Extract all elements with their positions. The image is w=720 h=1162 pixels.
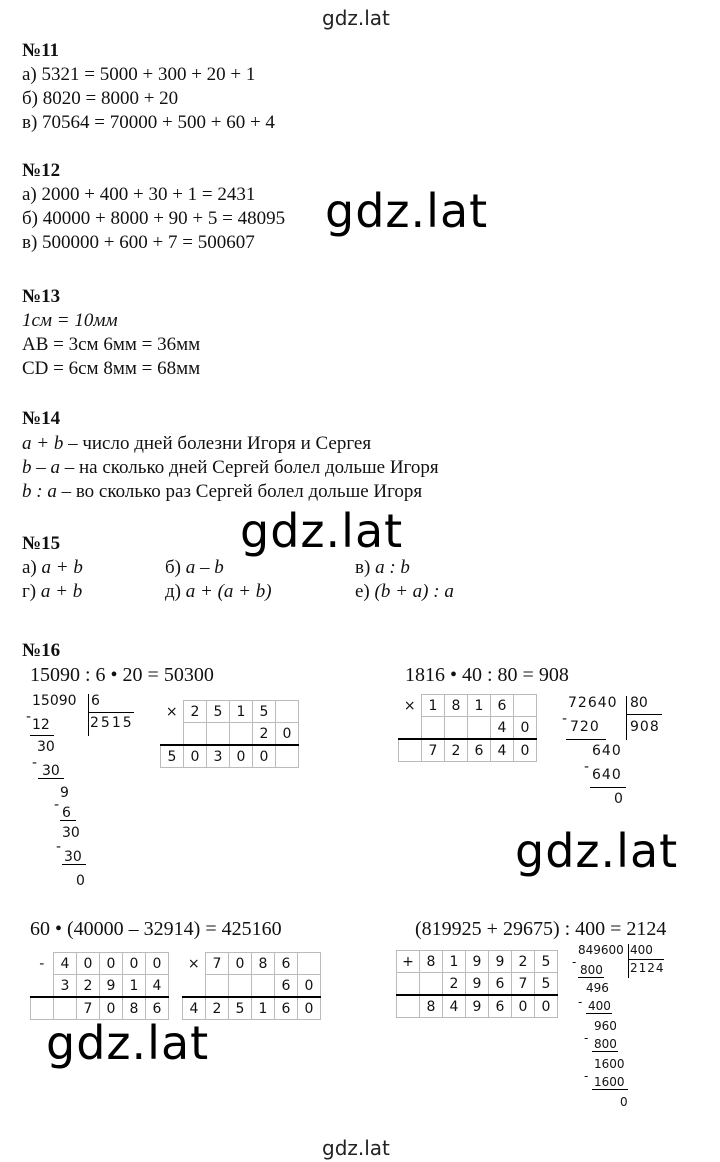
cell: 5	[229, 997, 252, 1020]
cell: 0	[230, 745, 253, 768]
cell	[298, 953, 321, 975]
cell: 5	[161, 745, 184, 768]
cell: 2	[512, 951, 535, 973]
task-14-text-2: – на сколько дней Сергей болел дольше Игоря	[60, 457, 439, 478]
cell: 9	[466, 995, 489, 1018]
step: 0	[76, 873, 85, 889]
cell: 9	[466, 951, 489, 973]
cell	[468, 717, 491, 740]
cell: 1	[443, 951, 466, 973]
minus-sign: -	[32, 755, 38, 771]
multiply-sign: ×	[403, 697, 416, 714]
cell: 7	[422, 739, 445, 762]
cell: 5	[535, 951, 558, 973]
cell: 0	[276, 723, 299, 746]
underline	[592, 1089, 628, 1090]
divisor: 6	[91, 693, 100, 709]
item-label: е)	[355, 581, 375, 602]
item-label: г)	[22, 581, 41, 602]
minus-sign: -	[578, 995, 583, 1009]
dividend: 15090	[32, 693, 77, 709]
underline	[566, 739, 606, 740]
cell	[276, 701, 299, 723]
column-multiplication-2	[398, 694, 537, 762]
cell	[184, 723, 207, 746]
cell: 7	[77, 997, 100, 1020]
quotient: 2124	[630, 961, 665, 975]
cell: 4	[491, 739, 514, 762]
cell	[276, 745, 299, 768]
site-header-text: gdz.lat	[322, 6, 390, 30]
minus-sign: -	[584, 1031, 589, 1045]
cell: 4	[491, 717, 514, 740]
cell: 9	[489, 951, 512, 973]
underline	[60, 820, 76, 821]
cell: 0	[146, 953, 169, 975]
cell: 6	[489, 973, 512, 996]
task-16-equation-2: 1816 • 40 : 80 = 908	[405, 664, 569, 686]
item-expr: (b + a) : a	[374, 581, 454, 602]
step: 30	[64, 849, 82, 865]
dividend: 849600	[578, 943, 624, 957]
item-label: д)	[165, 581, 186, 602]
cell: 7	[206, 953, 229, 975]
cell: 0	[253, 745, 276, 768]
task-14-line-1	[22, 432, 371, 456]
task-12-line-a: а) 2000 + 400 + 30 + 1 = 2431	[22, 184, 256, 205]
step: 960	[594, 1019, 617, 1033]
task-16-title: №16	[22, 640, 61, 661]
division-bar	[626, 696, 627, 740]
step: 0	[620, 1095, 628, 1109]
minus-sign: -	[26, 709, 32, 725]
task-14-expr-3: b : a	[22, 481, 57, 502]
minus-sign: -	[54, 797, 60, 813]
divisor: 80	[630, 695, 648, 711]
cell: 9	[100, 975, 123, 998]
step: 1600	[594, 1075, 625, 1089]
quotient: 908	[630, 719, 660, 735]
underline	[30, 735, 54, 736]
underline	[62, 864, 86, 865]
task-14-expr-1: a + b	[22, 433, 64, 454]
step: 400	[588, 999, 611, 1013]
division-line	[88, 712, 134, 713]
task-11-line-a: а) 5321 = 5000 + 300 + 20 + 1	[22, 64, 256, 85]
cell	[252, 975, 275, 998]
watermark-3: gdz.lat	[515, 824, 679, 878]
cell: 1	[468, 695, 491, 717]
task-12-title: №12	[22, 160, 61, 181]
task-15-item-f	[355, 580, 454, 604]
cell	[445, 717, 468, 740]
watermark-1: gdz.lat	[325, 184, 489, 238]
column-multiplication-3	[182, 952, 321, 1020]
division-bar	[88, 694, 89, 736]
item-label: а)	[22, 557, 42, 578]
cell	[206, 975, 229, 998]
cell	[397, 995, 420, 1018]
cell: 2	[445, 739, 468, 762]
cell	[207, 723, 230, 746]
task-15-item-e	[165, 580, 272, 604]
cell: 7	[512, 973, 535, 996]
task-15-title: №15	[22, 533, 61, 554]
cell: 2	[253, 723, 276, 746]
cell: 4	[146, 975, 169, 998]
watermark-4: gdz.lat	[46, 1016, 210, 1070]
task-13-line-a: 1см = 10мм	[22, 310, 118, 331]
step: 30	[37, 739, 55, 755]
cell: 1	[422, 695, 445, 717]
site-footer-text: gdz.lat	[322, 1136, 390, 1160]
task-15-item-c	[355, 556, 410, 580]
cell: 0	[512, 995, 535, 1018]
cell: 5	[253, 701, 276, 723]
task-15-item-b	[165, 556, 224, 580]
watermark-2: gdz.lat	[240, 504, 404, 558]
cell: 6	[275, 975, 298, 998]
quotient: 2515	[90, 715, 134, 731]
task-15-item-d	[22, 580, 82, 604]
cell: 8	[445, 695, 468, 717]
cell: 6	[146, 997, 169, 1020]
cell	[420, 973, 443, 996]
task-12-line-c: в) 500000 + 600 + 7 = 500607	[22, 232, 255, 253]
cell: 8	[252, 953, 275, 975]
minus-sign: -	[562, 711, 568, 727]
cell: 8	[420, 995, 443, 1018]
task-16-equation-1: 15090 : 6 • 20 = 50300	[30, 664, 214, 686]
minus-sign: -	[584, 759, 590, 775]
cell: 1	[252, 997, 275, 1020]
cell: 2	[77, 975, 100, 998]
task-14-text-1: – число дней болезни Игоря и Сергея	[63, 433, 372, 454]
task-11-title: №11	[22, 40, 60, 61]
task-14-expr-2: b – a	[22, 457, 60, 478]
item-expr: a + (a + b)	[185, 581, 272, 602]
item-label: б)	[165, 557, 186, 578]
cell: 0	[100, 953, 123, 975]
cell: 0	[123, 953, 146, 975]
step: 720	[570, 719, 600, 735]
cell: 0	[535, 995, 558, 1018]
step: 800	[580, 963, 603, 977]
cell	[422, 717, 445, 740]
cell: 3	[54, 975, 77, 998]
step: 12	[32, 717, 50, 733]
cell: 0	[514, 717, 537, 740]
task-13-line-c: CD = 6см 8мм = 68мм	[22, 358, 201, 379]
column-addition-1	[396, 950, 558, 1018]
cell: 1	[230, 701, 253, 723]
underline	[38, 778, 64, 779]
cell: 0	[298, 997, 321, 1020]
task-11-line-b: б) 8020 = 8000 + 20	[22, 88, 179, 109]
column-multiplication-1	[160, 700, 299, 768]
cell	[230, 723, 253, 746]
cell: 0	[100, 997, 123, 1020]
cell: 6	[275, 953, 298, 975]
cell: 6	[468, 739, 491, 762]
cell: 6	[491, 695, 514, 717]
task-14-title: №14	[22, 408, 61, 429]
task-13-line-b: AB = 3см 6мм = 36мм	[22, 334, 201, 355]
step: 30	[42, 763, 60, 779]
step: 30	[62, 825, 80, 841]
cell: 3	[207, 745, 230, 768]
task-14-text-3: – во сколько раз Сергей болел дольше Игоря	[56, 481, 423, 502]
cell: 1	[123, 975, 146, 998]
task-16-equation-3: 60 • (40000 – 32914) = 425160	[30, 918, 282, 940]
cell: 9	[466, 973, 489, 996]
task-11-line-c: в) 70564 = 70000 + 500 + 60 + 4	[22, 112, 275, 133]
task-12-line-b: б) 40000 + 8000 + 90 + 5 = 48095	[22, 208, 286, 229]
minus-sign: -	[572, 955, 577, 969]
cell: 2	[443, 973, 466, 996]
cell	[399, 739, 422, 762]
task-16-equation-4: (819925 + 29675) : 400 = 2124	[415, 918, 667, 940]
minus-sign: -	[584, 1069, 589, 1083]
task-14-line-2	[22, 456, 439, 480]
cell: 0	[229, 953, 252, 975]
cell	[397, 973, 420, 996]
step: 800	[594, 1037, 617, 1051]
item-label: в)	[355, 557, 376, 578]
dividend: 72640	[568, 695, 618, 711]
underline	[578, 977, 604, 978]
item-expr: a – b	[185, 557, 224, 578]
item-expr: a : b	[375, 557, 410, 578]
division-line	[626, 714, 662, 715]
task-15-item-a	[22, 556, 83, 580]
division-line	[628, 959, 664, 960]
underline	[592, 1051, 618, 1052]
cell: 5	[207, 701, 230, 723]
minus-sign: -	[56, 839, 62, 855]
plus-sign: +	[397, 951, 420, 973]
cell: 2	[206, 997, 229, 1020]
cell: 0	[298, 975, 321, 998]
cell: 6	[489, 995, 512, 1018]
cell	[514, 695, 537, 717]
underline	[590, 787, 626, 788]
step: 6	[62, 805, 71, 821]
step: 640	[592, 743, 622, 759]
cell: 2	[184, 701, 207, 723]
cell: 4	[183, 997, 206, 1020]
step: 640	[592, 767, 622, 783]
item-expr: a + b	[41, 557, 83, 578]
step: 0	[614, 791, 623, 807]
cell: 8	[123, 997, 146, 1020]
column-subtraction-1	[30, 952, 169, 1020]
division-bar	[628, 944, 629, 978]
divisor: 400	[630, 943, 653, 957]
cell: 4	[443, 995, 466, 1018]
task-14-line-3	[22, 480, 422, 504]
cell: 0	[77, 953, 100, 975]
cell: 0	[184, 745, 207, 768]
step: 496	[586, 981, 609, 995]
step: 1600	[594, 1057, 625, 1071]
task-13-title: №13	[22, 286, 61, 307]
item-expr: a + b	[40, 581, 83, 602]
multiply-sign: ×	[187, 955, 200, 972]
step: 9	[60, 785, 69, 801]
cell: 0	[514, 739, 537, 762]
multiply-sign: ×	[165, 703, 178, 720]
cell: 6	[275, 997, 298, 1020]
cell	[229, 975, 252, 998]
minus-sign: -	[39, 955, 45, 972]
underline	[586, 1013, 612, 1014]
cell: 4	[54, 953, 77, 975]
cell: 5	[535, 973, 558, 996]
cell: 8	[420, 951, 443, 973]
